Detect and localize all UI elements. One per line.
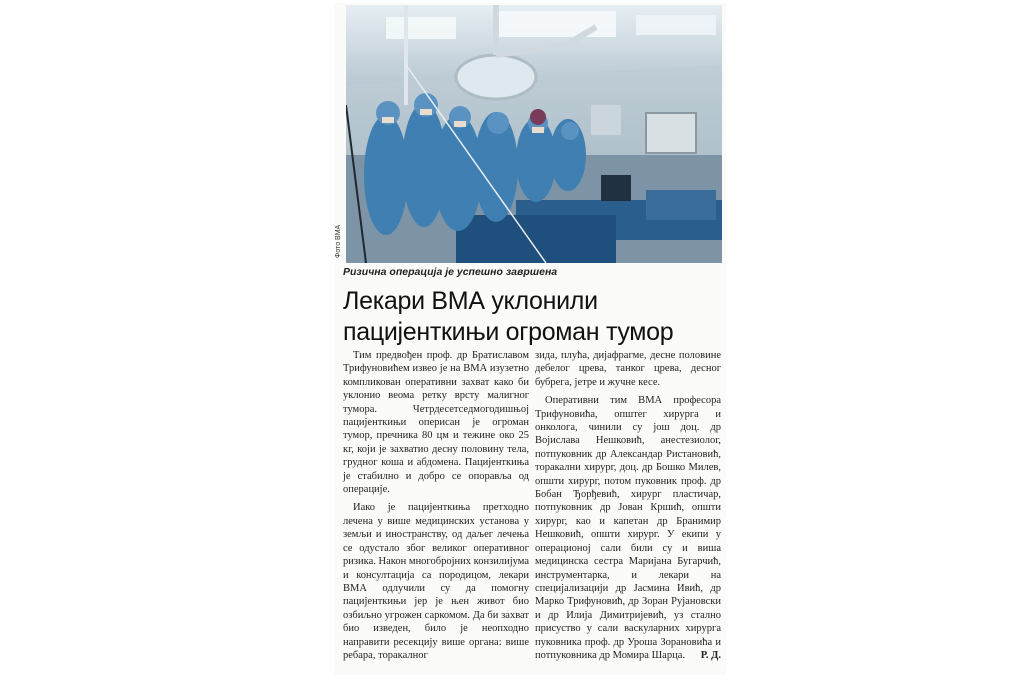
headline xyxy=(343,286,723,348)
headline-line-1: Лекари ВМА уклонили xyxy=(343,287,598,315)
surgery-photo xyxy=(346,5,722,263)
article-column-1 xyxy=(343,349,529,662)
byline: Р. Д. xyxy=(700,649,721,661)
paragraph-text: Оперативни тим ВМА професора Трифуновића, општег хирурга и онколога, чинили су још доц. др Војислава Нешковић, анестезиолог, потпуковник др Александар Ристановић, торакални хирург, доц. др Бошко Милев, општи хирург, потом пуковник проф. др Бобан Ђорђевић, хирург пластичар, потпуковник др Јован Кршић, општи хирург, као и капетан др Бранимир Нешковић, општи хирург. У екипи у операционој сали били су и виша медицинска сестра Маријана Бугарчић, инструментарка, и лекари на специјализацији др Јасмина Ивић, др Марко Трифуновић, др Зоран Рујановски и др Илија Димитријевић, уз стално присуство у сали васкуларних хирурга пуковника проф. др Уроша Зорановића и потпуковника др Момира Шарца. xyxy=(535,395,721,661)
article-column-2 xyxy=(535,349,721,662)
surgery-photo-illustration xyxy=(346,5,722,263)
photo-credit: Фото ВМА xyxy=(335,224,342,258)
paragraph: зида, плућа, дијафрагме, десне половине дебелог црева, танког црева, десног бубрега, јетре и жучне кесе. xyxy=(535,350,721,388)
headline-line-2: пацијенткињи огроман тумор xyxy=(343,318,674,346)
paragraph: Тим предвођен проф. др Братиславом Трифуновићем извео је на ВМА изузетно компликован оперативни захват како би уклонио веома ретку врсту малигног тумора. Четрдесетседмогодишњој пацијенткињи оперисан је огроман тумор, пречника 80 цм и тежине око 25 кг, који је захватио десну половину тела, грудног коша и абдомена. Пацијенткиња је стабилно и добро се опоравља од операције. xyxy=(343,350,529,496)
photo-caption: Ризична операција је успешно завршена xyxy=(343,266,558,278)
paragraph: Иако је пацијенткиња претходно лечена у више медицинских установа у земљи и иностранству, од даљег лечења се одустало због великог оперативног ризика. Након многобројних конзилијума и консултација са породицом, лекари ВМА одлучили су да помогну пацијенткињи јер је њен живот био озбиљно угрожен саркомом. Да би захват био изведен, било је неопходно направити ресекцију више органа: више ребара, торакалног xyxy=(343,502,529,661)
paragraph xyxy=(535,394,721,662)
